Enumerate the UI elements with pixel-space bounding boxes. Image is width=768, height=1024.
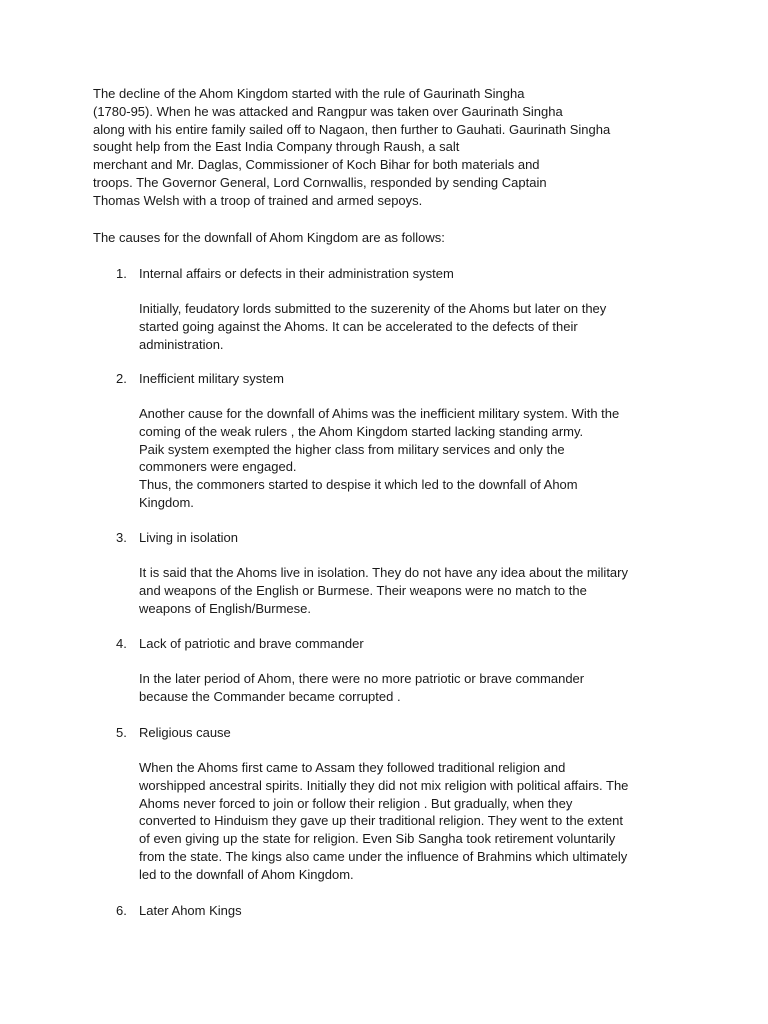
body-line: Paik system exempted the higher class from military services and only the: [139, 441, 565, 457]
list-item-number: 4.: [116, 636, 127, 651]
intro-line: troops. The Governor General, Lord Cornwallis, responded by sending Captain: [93, 174, 547, 190]
list-item-number: 2.: [116, 371, 127, 386]
list-item-title: Later Ahom Kings: [139, 903, 242, 918]
intro-line: sought help from the East India Company through Raush, a salt: [93, 139, 460, 155]
body-line: Thus, the commoners started to despise it which led to the downfall of Ahom: [139, 477, 578, 493]
body-line: worshipped ancestral spirits. Initially they did not mix religion with political affairs. The: [139, 777, 629, 793]
list-item-number: 1.: [116, 266, 127, 281]
intro-line: merchant and Mr. Daglas, Commissioner of Koch Bihar for both materials and: [93, 157, 540, 173]
body-line: When the Ahoms first came to Assam they followed traditional religion and: [139, 760, 566, 775]
body-line: Initially, feudatory lords submitted to the suzerenity of the Ahoms but later on they: [139, 301, 607, 316]
body-line: and weapons of the English or Burmese. Their weapons were no match to the: [139, 582, 587, 598]
intro-line: (1780-95). When he was attacked and Rangpur was taken over Gaurinath Singha: [93, 103, 563, 119]
body-line: Another cause for the downfall of Ahims was the inefficient military system. With the: [139, 406, 620, 421]
body-line: from the state. The kings also came under the influence of Brahmins which ultimately: [139, 848, 628, 864]
body-line: Ahoms never forced to join or follow their religion . But gradually, when they: [139, 795, 573, 811]
list-item-body: [139, 405, 719, 512]
list-item-title: Lack of patriotic and brave commander: [139, 636, 364, 651]
intro-paragraph: [93, 85, 713, 210]
body-line: commoners were engaged.: [139, 459, 297, 475]
list-item-body: [139, 300, 719, 353]
body-line: coming of the weak rulers , the Ahom Kingdom started lacking standing army.: [139, 423, 584, 439]
body-line: of even giving up the state for religion. Even Sib Sangha took retirement voluntarily: [139, 831, 616, 847]
body-line: It is said that the Ahoms live in isolation. They do not have any idea about the military: [139, 565, 628, 580]
list-item-body: [139, 759, 719, 884]
body-line: because the Commander became corrupted .: [139, 688, 401, 704]
body-line: weapons of English/Burmese.: [139, 600, 311, 616]
list-item-title: Religious cause: [139, 725, 231, 740]
body-line: administration.: [139, 336, 224, 352]
intro-line: Thomas Welsh with a troop of trained and armed sepoys.: [93, 192, 423, 208]
list-item-number: 5.: [116, 725, 127, 740]
body-line: Kingdom.: [139, 494, 194, 510]
causes-intro: The causes for the downfall of Ahom Kingdom are as follows:: [93, 230, 445, 245]
list-item-title: Inefficient military system: [139, 371, 284, 386]
list-item-title: Living in isolation: [139, 530, 239, 545]
intro-line: The decline of the Ahom Kingdom started with the rule of Gaurinath Singha: [93, 86, 525, 101]
list-item-body: [139, 564, 719, 617]
list-item-number: 6.: [116, 903, 127, 918]
body-line: converted to Hinduism they gave up their traditional religion. They went to the extent: [139, 813, 623, 829]
body-line: led to the downfall of Ahom Kingdom.: [139, 866, 354, 882]
body-line: started going against the Ahoms. It can be accelerated to the defects of their: [139, 318, 578, 334]
list-item-number: 3.: [116, 530, 127, 545]
body-line: In the later period of Ahom, there were no more patriotic or brave commander: [139, 671, 585, 686]
list-item-title: Internal affairs or defects in their administration system: [139, 266, 454, 281]
intro-line: along with his entire family sailed off to Nagaon, then further to Gauhati. Gaurinath Singha: [93, 121, 611, 137]
list-item-body: [139, 670, 719, 706]
